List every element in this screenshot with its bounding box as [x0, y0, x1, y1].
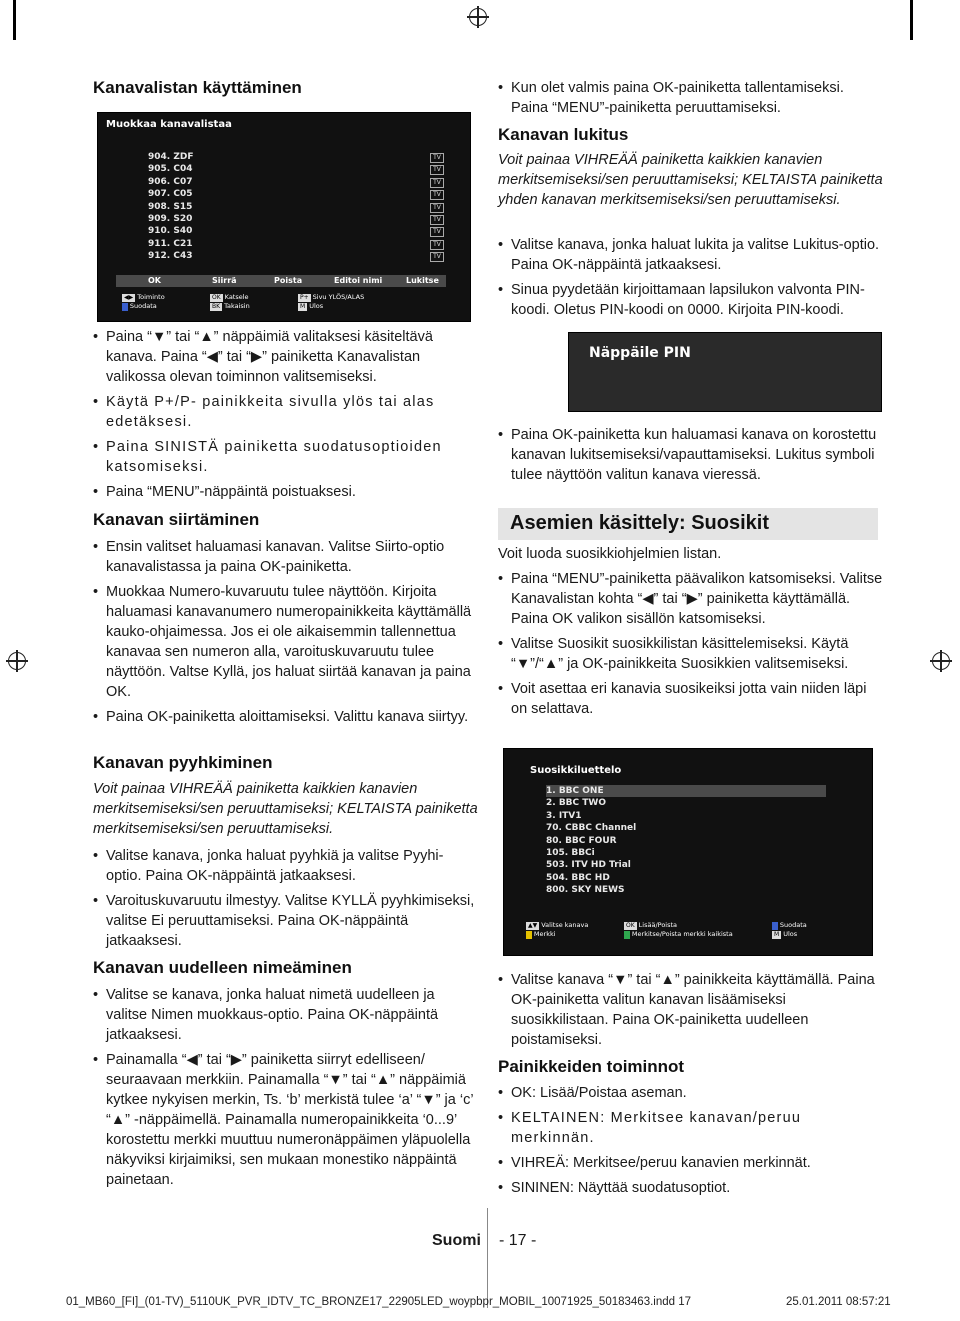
list-item: • Varoituskuvaruutu ilmestyy. Valitse KYLLÄ pyyhkimiseksi, valitse Ei peruuttamiseksi. Paina OK-näppäintä jatkaaksesi. [93, 891, 478, 951]
arrow-keys-icon: ▲▼ [528, 922, 538, 929]
favourites-select-list [498, 970, 883, 1055]
heading-channel-list-usage: Kanavalistan käyttäminen [93, 78, 302, 97]
channel-list [148, 151, 193, 263]
list-item: • Ensin valitset haluamasi kanavan. Valitse Siirto-optio kanavalistassa ja paina OK-painiketta. [93, 537, 478, 577]
list-item: • Voit asettaa eri kanavia suosikeiksi jotta vain niiden läpi on selattava. [498, 679, 883, 719]
lock-confirm-list [498, 425, 883, 490]
list-item: 908. S15 [148, 201, 193, 212]
pin-entry-screenshot [568, 332, 882, 412]
list-item: • Käytä P+/P- painikkeita sivulla ylös tai alas edetäksesi. [93, 392, 478, 432]
list-item: • Valitse se kanava, jonka haluat nimetä uudelleen ja valitse Nimen muokkaus-optio. Paina OK-näppäintä jatkaaksesi. [93, 985, 478, 1045]
list-item: 905. C04 [148, 164, 193, 175]
blue-key-icon [772, 922, 778, 930]
list-item: 911. C21 [148, 238, 193, 249]
list-item: • Sinua pyydetään kirjoittamaan lapsilukon valvonta PIN-koodi. Oletus PIN-koodi on 0000. Kirjoita PIN-koodi. [498, 280, 883, 320]
yellow-key-icon [526, 931, 532, 939]
favourites-list [498, 569, 883, 724]
arrow-keys-icon: ◀▶ [124, 294, 134, 301]
rename-list [93, 985, 478, 1195]
list-item: • Muokkaa Numero-kuvaruutu tulee näyttöön. Kirjoita haluamasi kanavanumero numeropainikkeita käyttämällä kauko-ohjaimessa. Jos ei ole aikaisemmin tallennettua kanavaa sen numeron alla, varoituskuvaruutu tulee näyttöön. Valtse Kyllä, jos haluat siirtää kanavan ja paina OK. [93, 582, 478, 702]
heading-lock-channel: Kanavan lukitus [498, 125, 629, 144]
edit-name-option[interactable]: Editoi nimi [334, 276, 383, 285]
list-item: 80. BBC FOUR [546, 835, 617, 846]
delete-list [93, 846, 478, 956]
tv-icon: TV [430, 190, 444, 200]
list-item: • Paina “MENU”-näppäintä poistuaksesi. [93, 482, 478, 502]
registration-mark-icon [8, 652, 26, 670]
list-item: 909. S20 [148, 213, 193, 224]
list-item: 2. BBC TWO [546, 798, 606, 809]
list-item: • SININEN: Näyttää suodatusoptiot. [498, 1178, 883, 1198]
list-item: • Paina “▼” tai “▲” näppäimiä valitaksesi käsiteltävä kanava. Paina “◀” tai “▶” painiketta Kanavalistan valikossa olevan toiminnon valitsemiseksi. [93, 327, 478, 387]
move-option[interactable]: Siirrä [212, 276, 237, 285]
key-help-3: P+ Sivu YLÖS/ALAS M Ulos [300, 293, 365, 310]
tv-icon: TV [430, 215, 444, 225]
ok-option[interactable]: OK [148, 276, 161, 285]
list-item: • Paina OK-painiketta kun haluamasi kanava on korostettu kanavan lukitsemiseksi/vapauttamiseksi. Lukitus symboli tulee näyttöön valitun kanava vieressä. [498, 425, 883, 485]
key-help-2: OK Lisää/Poista Merkitse/Poista merkki kaikista [626, 921, 733, 938]
move-list [93, 537, 478, 732]
list-item: • Paina SINISTÄ painiketta suodatusoptioiden katsomiseksi. [93, 437, 478, 477]
list-item: 504. BBC HD [546, 872, 610, 883]
registration-mark-icon [469, 8, 487, 26]
action-bar [116, 275, 446, 287]
menu-key-icon: M [774, 931, 780, 938]
heading-move-channel: Kanavan siirtäminen [93, 510, 260, 529]
list-item: 910. S40 [148, 226, 193, 237]
screen-title: Suosikkiluettelo [530, 765, 622, 776]
key-help-1: ◀▶ Toiminto Suodata [124, 293, 165, 310]
usage-list [93, 327, 478, 507]
tv-icon: TV [430, 227, 444, 237]
list-item: 906. C07 [148, 176, 193, 187]
blue-key-icon [122, 303, 128, 311]
tv-icon: TV [430, 165, 444, 175]
list-item: • Paina “MENU”-painiketta päävalikon katsomiseksi. Valitse Kanavalistan kohta “◀” tai “▶” painiketta käyttämällä. Paina OK valikon sisällön katsomiseksi. [498, 569, 883, 629]
file-info: 01_MB60_[FI]_(01-TV)_5110UK_PVR_IDTV_TC_BRONZE17_22905LED_woypbpr_MOBIL_10071925_50183463.indd 17 [66, 1296, 692, 1308]
list-item: 3. ITV1 [546, 810, 582, 821]
ok-key-icon: OK [212, 294, 221, 301]
list-item: • Painamalla “◀” tai “▶” painiketta siirryt edelliseen/ seuraavaan merkkiin. Painamalla “▼” tai “▲” näppäimiä kytkee nykyisen merkin, Ts. ‘b’ merkistä tulee ‘a’ “▼” ja ‘c’ “▲” -näppäimellä. Painamalla numeropainikkeita ‘0...9’ korostettu merkki muuttuu numeronäppäimen yläpuolella näkyviksi kirjaimiksi, sen mukaan monestiko näppäintä painetaan. [93, 1050, 478, 1190]
green-key-icon [624, 931, 630, 939]
tv-icon: TV [430, 240, 444, 250]
heading-button-functions: Painikkeiden toiminnot [498, 1057, 685, 1076]
crop-mark [910, 0, 913, 40]
menu-key-icon: M [300, 303, 306, 310]
tv-icon: TV [430, 153, 444, 163]
lock-intro: Voit painaa VIHREÄÄ painiketta kaikkien kanavien merkitsemiseksi/sen peruuttamiseksi; KELTAISTA painiketta yhden kanavan merkitsemiseksi/sen peruuttamiseksi. [498, 152, 883, 208]
page-language: Suomi [432, 1232, 481, 1249]
list-item: • Kun olet valmis paina OK-painiketta tallentamiseksi. Paina “MENU”-painiketta peruuttamiseksi. [498, 78, 883, 118]
list-item: 904. ZDF [148, 152, 194, 162]
favourite-channel-list [546, 785, 826, 897]
registration-mark-icon [932, 652, 950, 670]
page-keys-icon: P+ [300, 294, 309, 301]
crop-mark [487, 1208, 488, 1308]
crop-mark [13, 0, 16, 40]
list-item: • OK: Lisää/Poistaa aseman. [498, 1083, 883, 1103]
pin-title: Näppäile PIN [589, 345, 691, 361]
back-key-icon: BK [212, 303, 221, 310]
button-functions-list [498, 1083, 883, 1203]
list-item: • VIHREÄ: Merkitsee/peruu kanavien merkinnät. [498, 1153, 883, 1173]
section-title: Asemien käsittely: Suosikit [510, 512, 769, 534]
delete-option[interactable]: Poista [274, 276, 303, 285]
key-help-1: ▲▼ Valitse kanava Merkki [528, 921, 589, 938]
heading-rename-channel: Kanavan uudelleen nimeäminen [93, 958, 352, 977]
list-item: • Valitse kanava “▼” tai “▲” painikkeita käyttämällä. Paina OK-painiketta valitun kanavan lisäämiseksi suosikkilistaan. Paina OK-painiketta uudelleen poistamiseksi. [498, 970, 883, 1050]
save-list [498, 78, 883, 123]
tv-icon: TV [430, 178, 444, 188]
list-item: 503. ITV HD Trial [546, 860, 631, 871]
key-help-3: Suodata M Ulos [774, 921, 807, 938]
heading-delete-channel: Kanavan pyyhkiminen [93, 753, 273, 772]
tv-icon: TV [430, 252, 444, 262]
page-number: - 17 - [499, 1232, 537, 1249]
list-item: 912. C43 [148, 251, 193, 262]
list-item: • Paina OK-painiketta aloittamiseksi. Valittu kanava siirtyy. [93, 707, 478, 727]
favourites-screenshot [503, 748, 873, 956]
delete-intro: Voit painaa VIHREÄÄ painiketta kaikkien kanavien merkitsemiseksi/sen peruuttamiseksi; KELTAISTA painiketta merkitsemiseksi/sen peruuttamiseksi. [93, 781, 478, 837]
list-item: • Valitse Suosikit suosikkilistan käsittelemiseksi. Käytä “▼”/“▲” ja OK-painikkeita Suosikkien valitsemiseksi. [498, 634, 883, 674]
favourites-intro: Voit luoda suosikkiohjelmien listan. [498, 546, 722, 562]
screen-title: Muokkaa kanavalistaa [106, 119, 232, 130]
channel-list-screenshot [97, 112, 471, 322]
favourites-section-header [498, 508, 878, 540]
tv-icon: TV [430, 203, 444, 213]
key-help-2: OK Katsele BK Takaisin [212, 293, 250, 310]
list-item: 105. BBCi [546, 847, 595, 858]
list-item: 907. C05 [148, 189, 193, 200]
lock-option[interactable]: Lukitse [406, 276, 439, 285]
timestamp: 25.01.2011 08:57:21 [786, 1296, 891, 1308]
list-item: • KELTAINEN: Merkitsee kanavan/peruu merkinnän. [498, 1108, 883, 1148]
ok-key-icon: OK [626, 922, 635, 929]
lock-list [498, 235, 883, 325]
list-item: 1. BBC ONE [546, 785, 826, 797]
list-item: 70. CBBC Channel [546, 823, 637, 834]
list-item: 800. SKY NEWS [546, 885, 625, 896]
list-item: • Valitse kanava, jonka haluat lukita ja valitse Lukitus-optio. Paina OK-näppäintä jatkaaksesi. [498, 235, 883, 275]
list-item: • Valitse kanava, jonka haluat pyyhkiä ja valitse Pyyhi-optio. Paina OK-näppäintä jatkaaksesi. [93, 846, 478, 886]
